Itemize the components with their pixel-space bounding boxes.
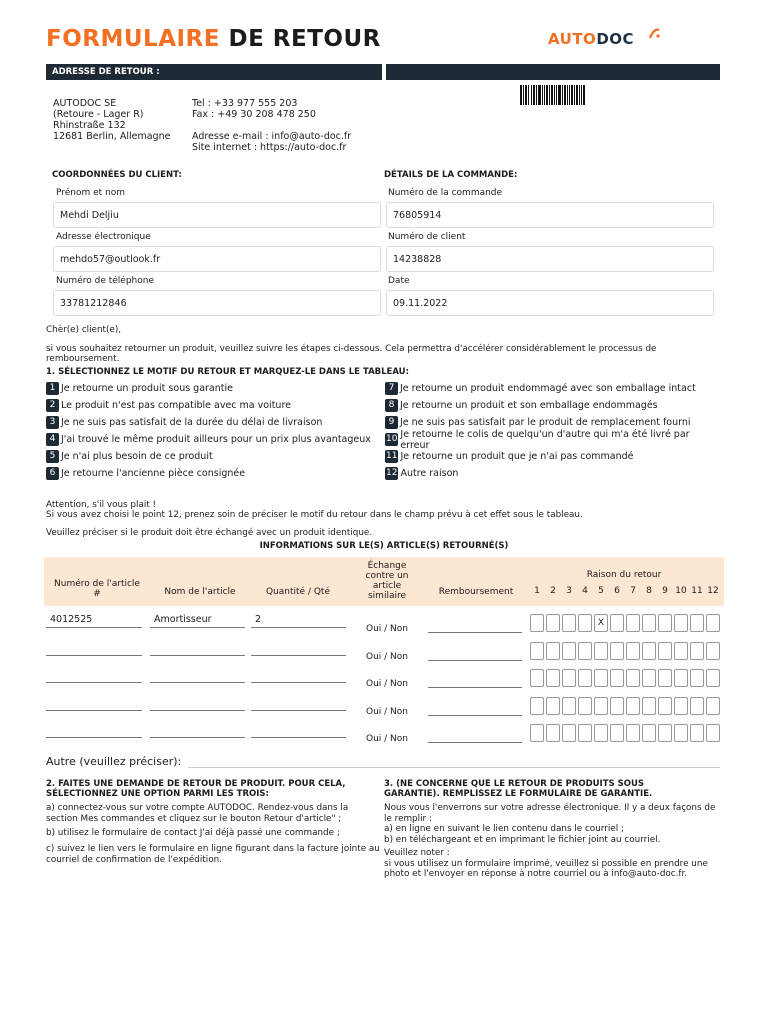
reason-number-badge: 4: [46, 433, 59, 446]
reason-checkbox[interactable]: [530, 614, 544, 632]
exchange-yes-no[interactable]: Oui / Non: [366, 651, 408, 662]
attention-title: Attention, s'il vous plait !: [46, 500, 157, 510]
reason-checkbox[interactable]: [610, 642, 624, 660]
contact-block: Tel : +33 977 555 203 Fax : +49 30 208 478 250 Adresse e-mail : info@auto-doc.fr Site internet : https://auto-doc.fr: [192, 98, 352, 153]
reason-column-number: 8: [646, 586, 652, 596]
reason-checkbox[interactable]: [626, 697, 640, 715]
reason-number-badge: 9: [385, 416, 398, 429]
reason-checkbox[interactable]: [642, 669, 656, 687]
refund-input[interactable]: [428, 674, 522, 688]
reason-column-number: 12: [707, 586, 719, 596]
reason-checkbox[interactable]: [546, 697, 560, 715]
refund-input[interactable]: [428, 647, 522, 661]
reason-checkbox[interactable]: [690, 642, 704, 660]
reason-checkbox[interactable]: [578, 614, 592, 632]
reason-text: Je ne suis pas satisfait de la durée du délai de livraison: [61, 417, 323, 428]
reason-number-badge: 8: [385, 399, 398, 412]
reason-checkbox-group: [530, 669, 722, 687]
client-heading: COORDONNÉES DU CLIENT:: [52, 170, 182, 180]
reason-text: Je retourne un produit endommagé avec son emballage intact: [400, 383, 696, 394]
reason-checkbox[interactable]: [642, 614, 656, 632]
reason-item: [385, 448, 720, 465]
reason-checkbox[interactable]: [706, 697, 720, 715]
reason-checkbox[interactable]: [594, 669, 608, 687]
reason-checkbox[interactable]: [530, 724, 544, 742]
reason-checkbox[interactable]: [546, 669, 560, 687]
autodoc-logo: AUTODOC: [548, 30, 634, 48]
date-label: Date: [388, 276, 410, 286]
reason-checkbox[interactable]: [594, 642, 608, 660]
reason-text: Je retourne l'ancienne pièce consignée: [61, 468, 246, 479]
attention-text: Si vous avez choisi le point 12, prenez soin de préciser le motif du retour dans le champ prévu à cet effet sous le tableau.: [46, 510, 583, 520]
reason-checkbox-group: [530, 724, 722, 742]
reason-checkbox[interactable]: [674, 642, 688, 660]
reason-checkbox[interactable]: [706, 724, 720, 742]
name-field[interactable]: Mehdi Deljiu: [53, 202, 381, 228]
reason-item: [385, 380, 720, 397]
reason-checkbox[interactable]: [546, 724, 560, 742]
reason-number-badge: 6: [46, 467, 59, 480]
date-field[interactable]: 09.11.2022: [386, 290, 714, 316]
header-exchange: Échange contre un article similaire: [365, 561, 409, 601]
reason-number-badge: 5: [46, 450, 59, 463]
reason-checkbox[interactable]: [578, 669, 592, 687]
other-reason-label: Autre (veuillez préciser):: [46, 755, 182, 768]
reason-checkbox[interactable]: [690, 697, 704, 715]
reason-checkbox-group: [530, 614, 722, 632]
step2-option-b: b) utilisez le formulaire de contact J'ai déjà passé une commande ;: [46, 828, 340, 838]
reason-checkbox[interactable]: [674, 614, 688, 632]
reason-checkbox[interactable]: [594, 724, 608, 742]
exchange-yes-no[interactable]: Oui / Non: [366, 624, 408, 634]
reason-checkbox[interactable]: [546, 614, 560, 632]
page-title: FORMULAIRE DE RETOUR: [46, 26, 381, 52]
reason-checkbox[interactable]: [578, 697, 592, 715]
reason-checkbox[interactable]: [610, 669, 624, 687]
phone-label: Numéro de téléphone: [56, 276, 154, 286]
phone-field[interactable]: 33781212846: [53, 290, 381, 316]
header-article-number: Numéro de l'article #: [54, 579, 140, 599]
article-number-input[interactable]: [46, 669, 142, 683]
reason-number-badge: 1: [46, 382, 59, 395]
reason-column-number: 9: [662, 586, 668, 596]
reason-checkbox[interactable]: [690, 724, 704, 742]
return-address-bar: ADRESSE DE RETOUR :: [46, 64, 382, 80]
quantity-input[interactable]: [251, 669, 346, 683]
reason-checkbox[interactable]: [610, 724, 624, 742]
refund-input[interactable]: [428, 729, 522, 743]
reason-checkbox[interactable]: [594, 697, 608, 715]
reason-number-badge: 7: [385, 382, 398, 395]
reason-checkbox[interactable]: [626, 669, 640, 687]
reason-number-badge: 12: [386, 468, 398, 478]
reason-text: Le produit n'est pas compatible avec ma voiture: [61, 400, 291, 411]
reason-text: Je retourne le colis de quelqu'un d'autre qui m'a été livré par erreur: [400, 428, 690, 451]
reason-column-numbers: [530, 586, 722, 596]
reason-checkbox-group: [530, 697, 722, 715]
return-address-block: AUTODOC SE (Retoure - Lager R) Rhinstraße 132 12681 Berlin, Allemagne: [53, 98, 171, 142]
refund-input[interactable]: [428, 702, 522, 716]
reason-text: Autre raison: [400, 468, 459, 479]
reason-item: [46, 448, 376, 465]
header-reason: Raison du retour: [586, 570, 662, 580]
reason-item: [46, 414, 376, 431]
other-reason-input[interactable]: [188, 767, 720, 768]
reason-checkbox-group: [530, 642, 722, 660]
reason-checkbox[interactable]: [626, 614, 640, 632]
reason-text: Je n'ai plus besoin de ce produit: [61, 451, 213, 462]
intro-text-1: si vous souhaitez retourner un produit, veuillez suivre les étapes ci-dessous. Cela permettra d'accélérer considérablement le processus de: [46, 344, 657, 354]
header-refund: Remboursement: [438, 587, 514, 597]
reason-checkbox[interactable]: [642, 724, 656, 742]
reason-checkbox[interactable]: [530, 697, 544, 715]
reason-checkbox[interactable]: [530, 642, 544, 660]
reason-checkbox[interactable]: [674, 697, 688, 715]
reason-column-number: 6: [614, 586, 620, 596]
order-number-field[interactable]: 76805914: [386, 202, 714, 228]
article-name-input[interactable]: [150, 697, 245, 711]
quantity-input[interactable]: [251, 724, 346, 738]
step2-heading: 2. FAITES UNE DEMANDE DE RETOUR DE PRODUIT. POUR CELA, SÉLECTIONNEZ UNE OPTION PARMI LES TROIS:: [46, 779, 346, 799]
reason-checkbox[interactable]: [626, 642, 640, 660]
reason-column-number: 2: [550, 586, 556, 596]
reason-item: [385, 397, 720, 414]
reason-checkbox[interactable]: [578, 642, 592, 660]
reason-checkbox[interactable]: [706, 642, 720, 660]
barcode-icon: [520, 85, 586, 105]
barcode-bar: [386, 64, 720, 80]
reasons-right-list: [385, 380, 720, 482]
reason-item: [46, 380, 376, 397]
reason-checkbox[interactable]: [674, 724, 688, 742]
article-name-input[interactable]: [150, 724, 245, 738]
step3-text: Nous vous l'enverrons sur votre adresse électronique. Il y a deux façons de le remplir : a) en ligne en suivant le lien contenu dans le courriel ; b) en téléchargeant et en imprimant le fichier joint au courriel. Veuillez noter : si vous utilisez un formulaire imprimé, veuillez si possible en prendre une photo et l'envoyer en réponse à notre courriel ou à info@auto-doc.fr.: [384, 803, 716, 879]
article-name-input[interactable]: [150, 642, 245, 656]
step1-heading: 1. SÉLECTIONNEZ LE MOTIF DU RETOUR ET MARQUEZ-LE DANS LE TABLEAU:: [46, 367, 409, 377]
reason-checkbox[interactable]: [642, 642, 656, 660]
reason-text: Je ne suis pas satisfait par le produit de remplacement fourni: [400, 417, 691, 428]
reason-checkbox[interactable]: [562, 724, 576, 742]
article-number-input[interactable]: [46, 642, 142, 656]
quantity-input[interactable]: [251, 642, 346, 656]
reason-column-number: 3: [566, 586, 572, 596]
greeting: Chèr(e) client(e),: [46, 325, 122, 335]
reason-checkbox[interactable]: [690, 614, 704, 632]
intro-text-2: remboursement.: [46, 354, 120, 364]
step3-heading: 3. (NE CONCERNE QUE LE RETOUR DE PRODUITS SOUS GARANTIE). REMPLISSEZ LE FORMULAIRE DE GARANTIE.: [384, 779, 653, 799]
reason-column-number: 11: [691, 586, 703, 596]
reason-checkbox[interactable]: [658, 697, 672, 715]
exchange-yes-no[interactable]: Oui / Non: [366, 679, 408, 689]
reason-item: [46, 397, 376, 414]
reason-checkbox[interactable]: X: [594, 614, 608, 632]
quantity-input[interactable]: 2: [251, 614, 346, 628]
name-label: Prénom et nom: [56, 188, 126, 198]
reason-checkbox[interactable]: [610, 614, 624, 632]
exchange-yes-no[interactable]: Oui / Non: [366, 734, 408, 744]
reason-checkbox[interactable]: [626, 724, 640, 742]
reason-column-number: 4: [582, 586, 588, 596]
reason-item: [46, 431, 376, 448]
reason-checkbox[interactable]: [578, 724, 592, 742]
email-field[interactable]: mehdo57@outlook.fr: [53, 246, 381, 272]
reason-text: Je retourne un produit et son emballage endommagés: [400, 400, 658, 411]
exchange-yes-no[interactable]: Oui / Non: [366, 706, 408, 717]
order-heading: DÉTAILS DE LA COMMANDE:: [384, 170, 518, 180]
customer-number-field[interactable]: 14238828: [386, 246, 714, 272]
reason-column-number: 5: [598, 586, 604, 596]
reason-checkbox[interactable]: [706, 614, 720, 632]
reason-number-badge: 2: [46, 399, 59, 412]
reason-checkbox[interactable]: [674, 669, 688, 687]
reason-checkbox[interactable]: [690, 669, 704, 687]
step2-option-c: c) suivez le lien vers le formulaire en ligne figurant dans la facture jointe au courriel de confirmation de l'expédition.: [46, 844, 380, 865]
article-number-input[interactable]: [46, 724, 142, 738]
header-article-name: Nom de l'article: [164, 587, 236, 597]
reason-checkbox[interactable]: [530, 669, 544, 687]
reason-checkbox[interactable]: [658, 614, 672, 632]
reason-checkbox[interactable]: [546, 642, 560, 660]
reason-number-badge: 11: [386, 451, 398, 461]
reason-checkbox[interactable]: [562, 642, 576, 660]
reason-item: [46, 465, 376, 482]
logo-swoosh-icon: [648, 26, 660, 40]
article-name-input[interactable]: [150, 669, 245, 683]
quantity-input[interactable]: [251, 697, 346, 711]
refund-input[interactable]: [428, 619, 522, 633]
step2-option-a: a) connectez-vous sur votre compte AUTODOC. Rendez-vous dans la section Mes commandes et cliquez sur le bouton Retour d'article" ;: [46, 803, 349, 824]
reason-checkbox[interactable]: [658, 724, 672, 742]
reason-item: [385, 428, 720, 451]
article-number-input[interactable]: 4012525: [46, 614, 142, 628]
exchange-note: Veuillez préciser si le produit doit être échangé avec un produit identique.: [46, 528, 373, 538]
reason-column-number: 1: [534, 586, 540, 596]
order-number-label: Numéro de la commande: [388, 188, 503, 198]
email-label: Adresse électronique: [56, 232, 151, 242]
reason-item: [385, 465, 720, 482]
reason-column-number: 10: [675, 586, 687, 596]
reason-checkbox[interactable]: [562, 669, 576, 687]
reason-checkbox[interactable]: [562, 614, 576, 632]
reason-column-number: 7: [630, 586, 636, 596]
reason-text: Je retourne un produit sous garantie: [61, 383, 233, 394]
customer-number-label: Numéro de client: [388, 232, 466, 242]
reason-checkbox[interactable]: [658, 642, 672, 660]
reason-text: Je retourne un produit que je n'ai pas commandé: [400, 451, 634, 462]
reason-checkbox[interactable]: [706, 669, 720, 687]
reason-number-badge: 10: [386, 434, 398, 444]
reason-number-badge: 3: [46, 416, 59, 429]
header-quantity: Quantité / Qté: [265, 587, 330, 597]
table-caption: INFORMATIONS SUR LE(S) ARTICLE(S) RETOURNÉ(S): [259, 541, 509, 551]
reason-checkbox[interactable]: [658, 669, 672, 687]
reason-text: J'ai trouvé le même produit ailleurs pour un prix plus avantageux: [61, 434, 371, 445]
article-number-input[interactable]: [46, 697, 142, 711]
reasons-left-list: [46, 380, 376, 482]
reason-checkbox[interactable]: [642, 697, 656, 715]
reason-checkbox[interactable]: [610, 697, 624, 715]
reason-checkbox[interactable]: [562, 697, 576, 715]
article-name-input[interactable]: Amortisseur: [150, 614, 245, 628]
